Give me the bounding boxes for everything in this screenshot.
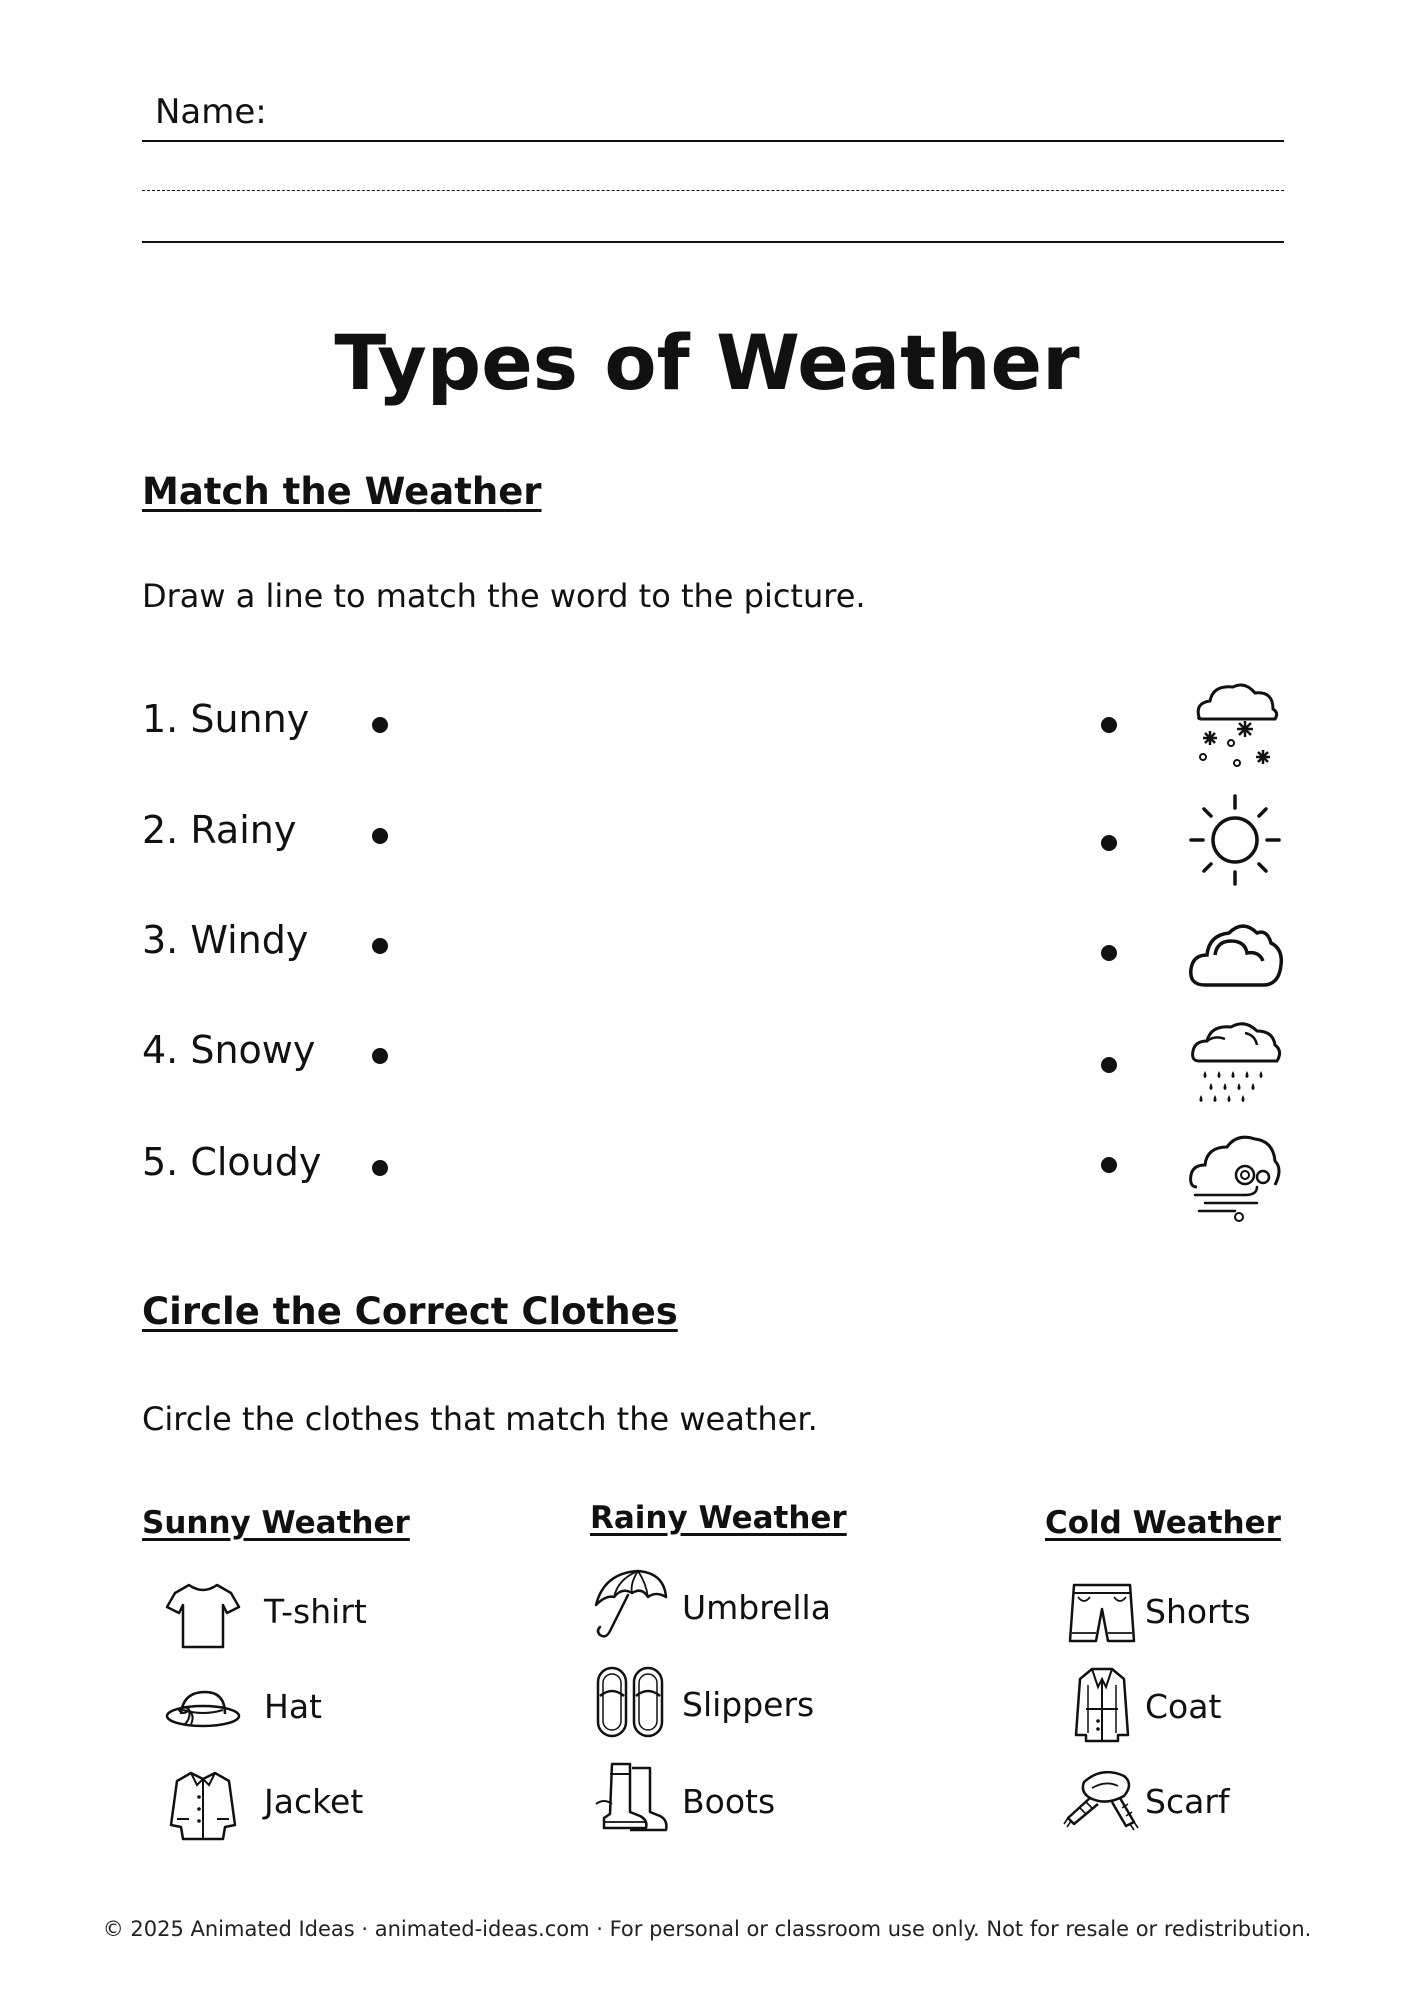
item-label-slippers: Slippers (682, 1685, 815, 1724)
name-write-line-top[interactable] (142, 140, 1284, 142)
section-instruction-clothes: Circle the clothes that match the weather. (142, 1400, 818, 1438)
match-dot-left-2[interactable] (372, 828, 388, 844)
item-label-jacket: Jacket (264, 1782, 364, 1821)
match-dot-left-3[interactable] (372, 938, 388, 954)
match-dot-right-1[interactable] (1101, 717, 1117, 733)
item-label-shorts: Shorts (1145, 1592, 1251, 1631)
match-word-2: 2. Rainy (142, 808, 297, 852)
match-word-4: 4. Snowy (142, 1028, 316, 1072)
column-heading-cold: Cold Weather (1045, 1505, 1281, 1541)
snow-cloud-icon (1185, 675, 1285, 775)
match-word-5: 5. Cloudy (142, 1140, 322, 1184)
jacket-icon[interactable] (163, 1765, 243, 1845)
scarf-icon[interactable] (1062, 1762, 1142, 1842)
cloud-icon (1185, 905, 1285, 1005)
item-label-tshirt: T-shirt (264, 1592, 367, 1631)
slippers-icon[interactable] (590, 1662, 670, 1742)
boots-icon[interactable] (590, 1758, 670, 1838)
section-heading-clothes: Circle the Correct Clothes (142, 1290, 678, 1333)
hat-icon[interactable] (163, 1670, 243, 1750)
match-dot-left-1[interactable] (372, 717, 388, 733)
name-label: Name: (155, 92, 267, 132)
page-title: Types of Weather (334, 318, 1080, 407)
column-heading-rainy: Rainy Weather (590, 1500, 847, 1536)
section-heading-match: Match the Weather (142, 470, 542, 513)
rain-cloud-icon (1185, 1015, 1285, 1115)
match-word-3: 3. Windy (142, 918, 309, 962)
sun-icon (1185, 790, 1285, 890)
section-instruction-match: Draw a line to match the word to the picture. (142, 577, 866, 615)
wind-cloud-icon (1185, 1125, 1285, 1225)
match-dot-right-3[interactable] (1101, 945, 1117, 961)
shorts-icon[interactable] (1062, 1575, 1142, 1655)
column-heading-sunny: Sunny Weather (142, 1505, 410, 1541)
match-dot-left-4[interactable] (372, 1048, 388, 1064)
tshirt-icon[interactable] (163, 1575, 243, 1655)
name-write-line-bottom (142, 241, 1284, 243)
match-word-1: 1. Sunny (142, 697, 310, 741)
item-label-scarf: Scarf (1145, 1782, 1230, 1821)
item-label-hat: Hat (264, 1687, 322, 1726)
match-dot-right-5[interactable] (1101, 1157, 1117, 1173)
umbrella-icon[interactable] (590, 1565, 670, 1645)
match-dot-right-2[interactable] (1101, 835, 1117, 851)
match-dot-right-4[interactable] (1101, 1057, 1117, 1073)
item-label-umbrella: Umbrella (682, 1588, 831, 1627)
name-write-line-mid (142, 190, 1284, 191)
match-dot-left-5[interactable] (372, 1160, 388, 1176)
footer-copyright: © 2025 Animated Ideas · animated-ideas.com · For personal or classroom use only. Not for resale or redistribution. (102, 1917, 1312, 1941)
item-label-boots: Boots (682, 1782, 776, 1821)
item-label-coat: Coat (1145, 1687, 1222, 1726)
coat-icon[interactable] (1062, 1665, 1142, 1745)
